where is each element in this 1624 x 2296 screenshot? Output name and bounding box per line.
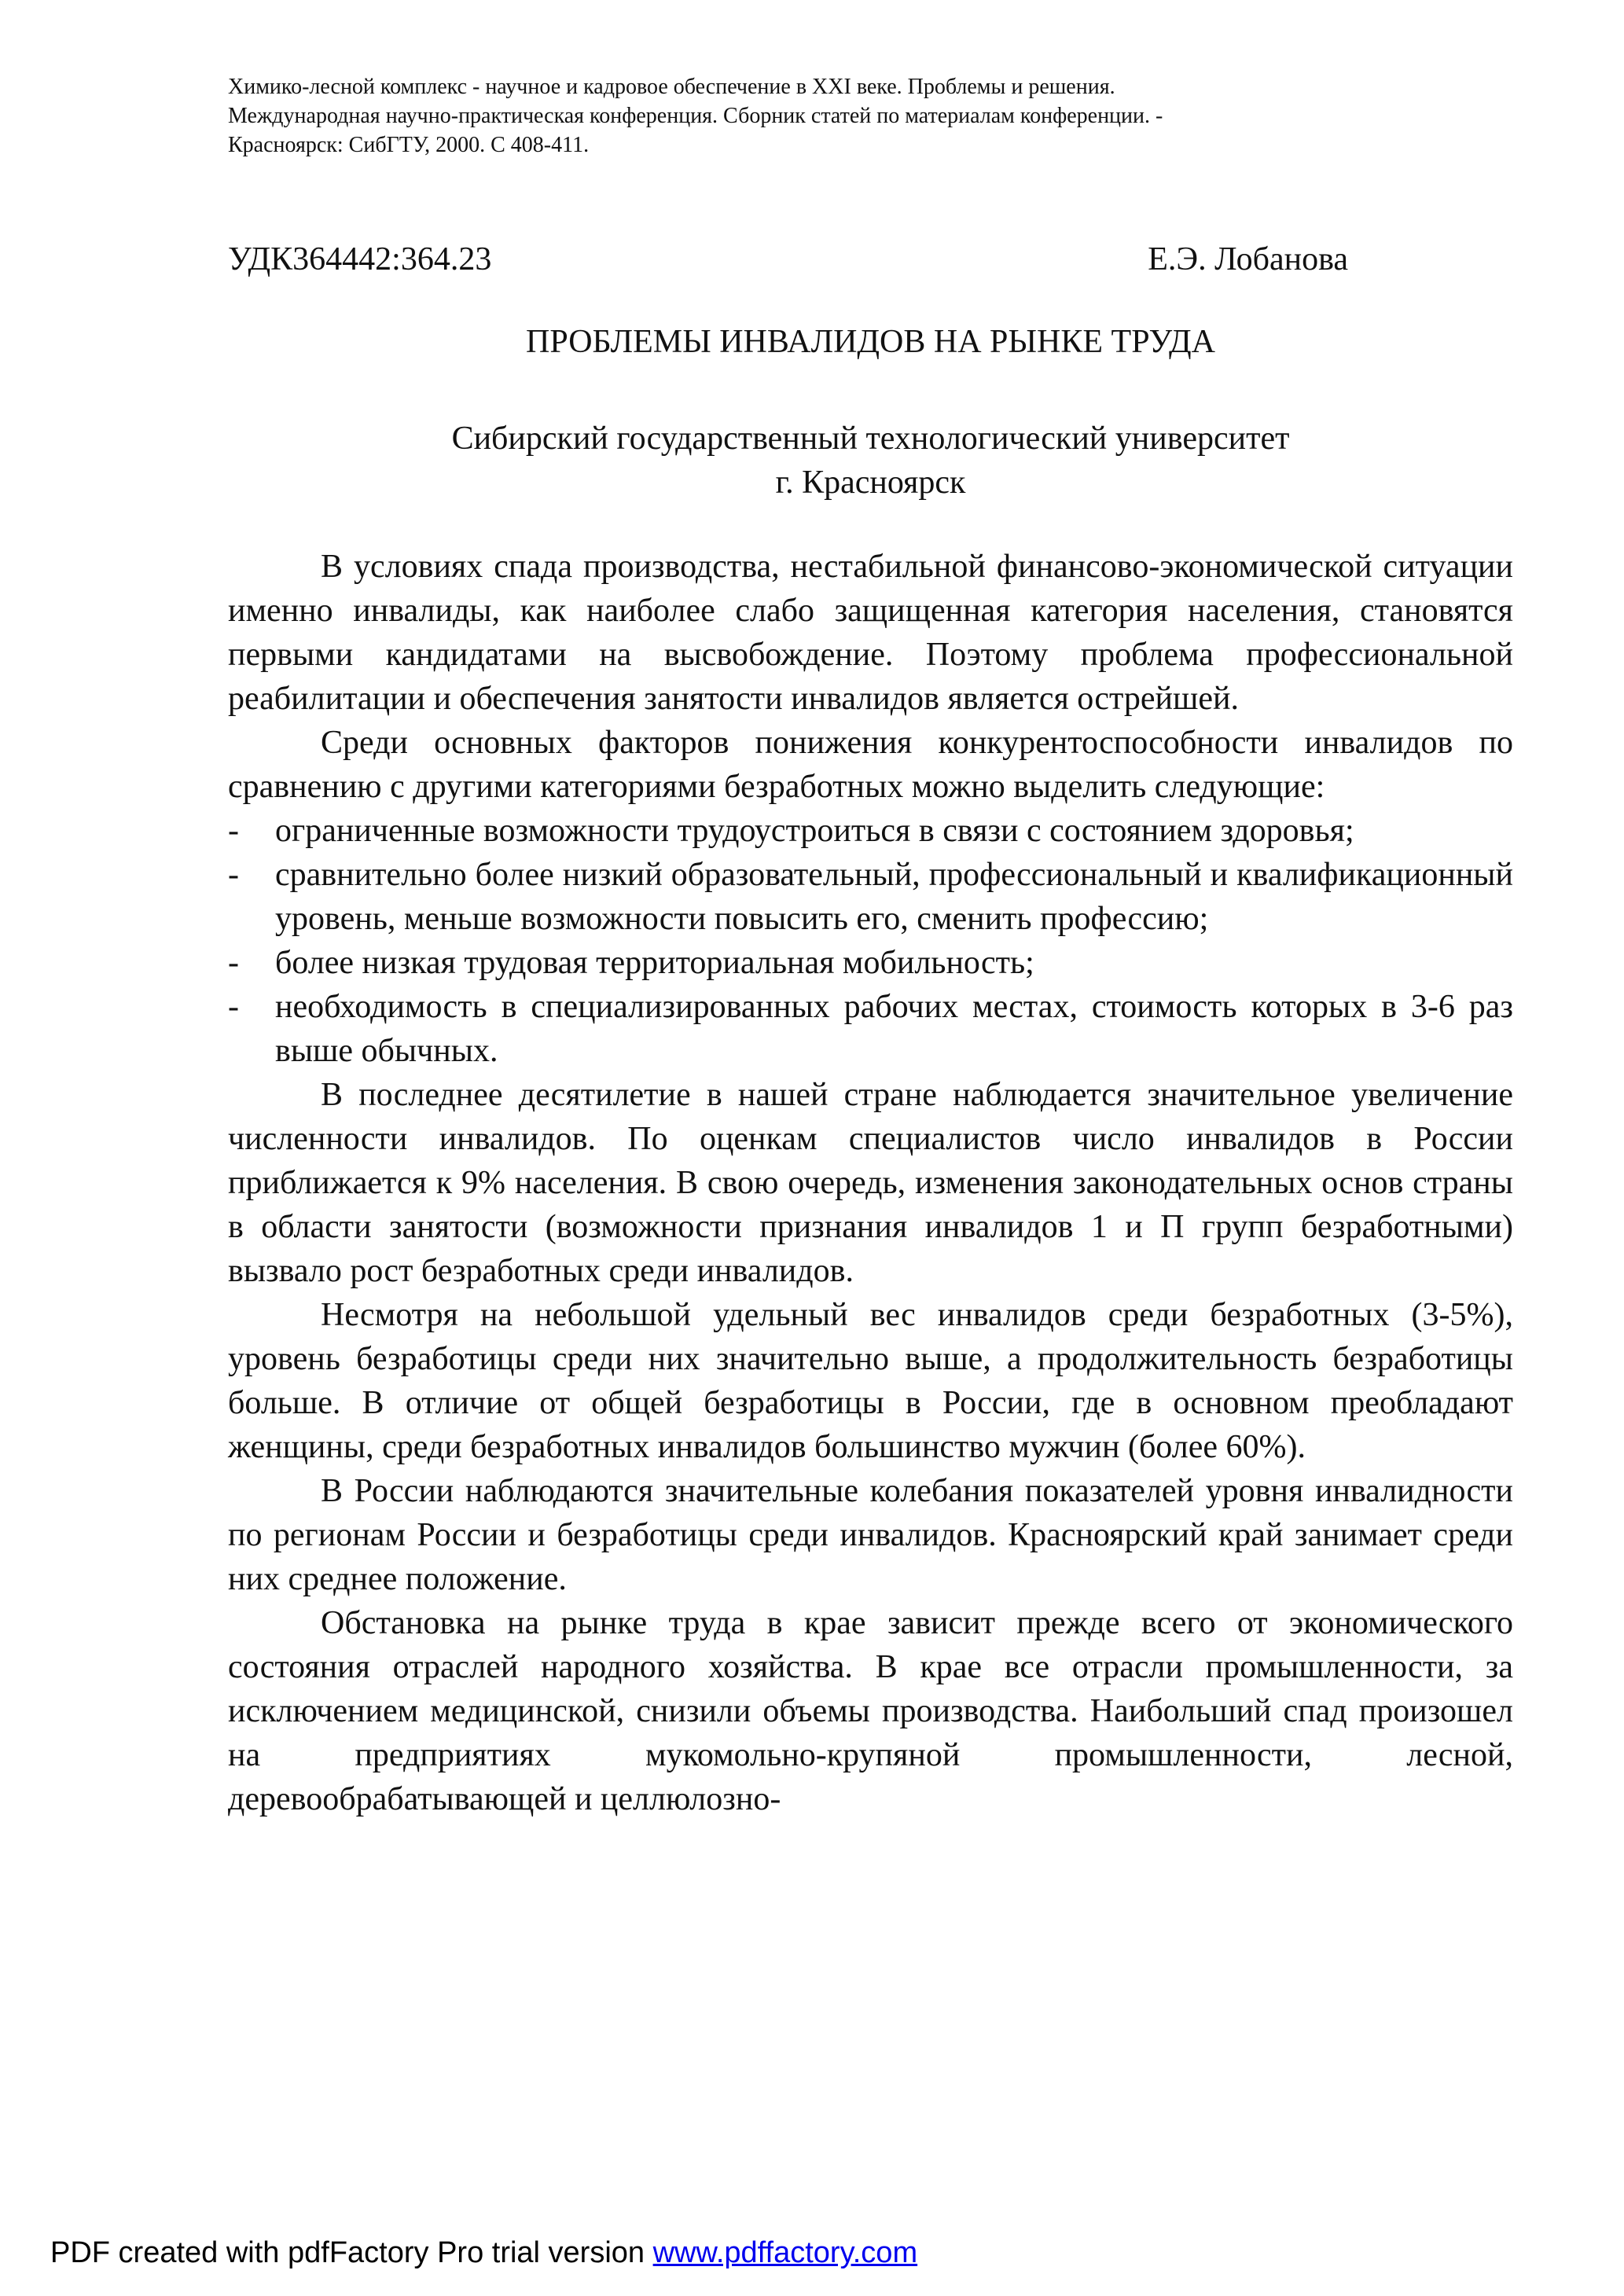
- footer-text: PDF created with pdfFactory Pro trial version: [50, 2236, 653, 2269]
- list-item-text: сравнительно более низкий образовательный, профессиональный и квалификационный уровень, меньше возможности повысить его, сменить профессию;: [275, 857, 1513, 937]
- affiliation-university: Сибирский государственный технологический университет: [451, 421, 1290, 457]
- udk-code: УДК364442:364.23: [228, 241, 492, 277]
- header-line-2: Международная научно-практическая конференция. Сборник статей по материалам конференции. -: [228, 104, 1163, 128]
- paragraph: В условиях спада производства, нестабильной финансово-экономической ситуации именно инвалиды, как наиболее слабо защищенная категория населения, становятся первыми кандидатами на высвобождение. Поэтому проблема профессиональной реабилитации и обеспечения занятости инвалидов является острейшей.: [228, 549, 1513, 717]
- list-item-text: необходимость в специализированных рабочих местах, стоимость которых в 3-6 раз выше обычных.: [275, 989, 1513, 1069]
- affiliation: [228, 417, 1513, 505]
- list-item: [228, 985, 1513, 1073]
- publication-header: [228, 72, 1486, 160]
- paragraph: Среди основных факторов понижения конкурентоспособности инвалидов по сравнению с другими категориями безработных можно выделить следующие:: [228, 725, 1513, 805]
- list-item-text: более низкая трудовая территориальная мобильность;: [275, 945, 1034, 981]
- list-item: [228, 941, 1513, 985]
- paragraph: Несмотря на небольшой удельный вес инвалидов среди безработных (3-5%), уровень безработицы среди них значительно выше, а продолжительность безработицы больше. В отличие от общей безработицы в России, где в основном преобладают женщины, среди безработных инвалидов большинство мужчин (более 60%).: [228, 1297, 1513, 1465]
- list-marker: -: [228, 857, 239, 893]
- list-item: [228, 853, 1513, 941]
- list-marker: -: [228, 989, 239, 1025]
- list-marker: -: [228, 945, 239, 981]
- article-title: ПРОБЛЕМЫ ИНВАЛИДОВ НА РЫНКЕ ТРУДА: [526, 324, 1215, 360]
- factor-list: [228, 809, 1513, 1073]
- pdf-footer: [50, 2235, 917, 2271]
- header-line-1: Химико-лесной комплекс - научное и кадровое обеспечение в XXI веке. Проблемы и решения.: [228, 75, 1115, 99]
- list-item-text: ограниченные возможности трудоустроиться в связи с состоянием здоровья;: [275, 813, 1354, 849]
- paragraph: В России наблюдаются значительные колебания показателей уровня инвалидности по регионам России и безработицы среди инвалидов. Красноярский край занимает среди них среднее положение.: [228, 1473, 1513, 1597]
- paragraph: Обстановка на рынке труда в крае зависит прежде всего от экономического состояния отраслей народного хозяйства. В крае все отрасли промышленности, за исключением медицинской, снизили объемы производства. Наибольший спад произошел на предприятиях мукомольно-крупяной промышленности, лесной, деревообрабатывающей и целлюлозно-: [228, 1605, 1513, 1817]
- pdffactory-link[interactable]: www.pdffactory.com: [652, 2236, 918, 2269]
- article-body: [228, 545, 1513, 1821]
- list-item: [228, 809, 1513, 853]
- header-line-3: Красноярск: СибГТУ, 2000. С 408-411.: [228, 133, 590, 157]
- author-name: Е.Э. Лобанова: [1148, 241, 1348, 277]
- affiliation-city: г. Красноярск: [775, 465, 966, 501]
- udk-author-row: [228, 240, 1348, 279]
- paragraph: В последнее десятилетие в нашей стране наблюдается значительное увеличение численности инвалидов. По оценкам специалистов число инвалидов в России приближается к 9% населения. В свою очередь, изменения законодательных основ страны в области занятости (возможности признания инвалидов 1 и П групп безработными) вызвало рост безработных среди инвалидов.: [228, 1077, 1513, 1289]
- list-marker: -: [228, 813, 239, 849]
